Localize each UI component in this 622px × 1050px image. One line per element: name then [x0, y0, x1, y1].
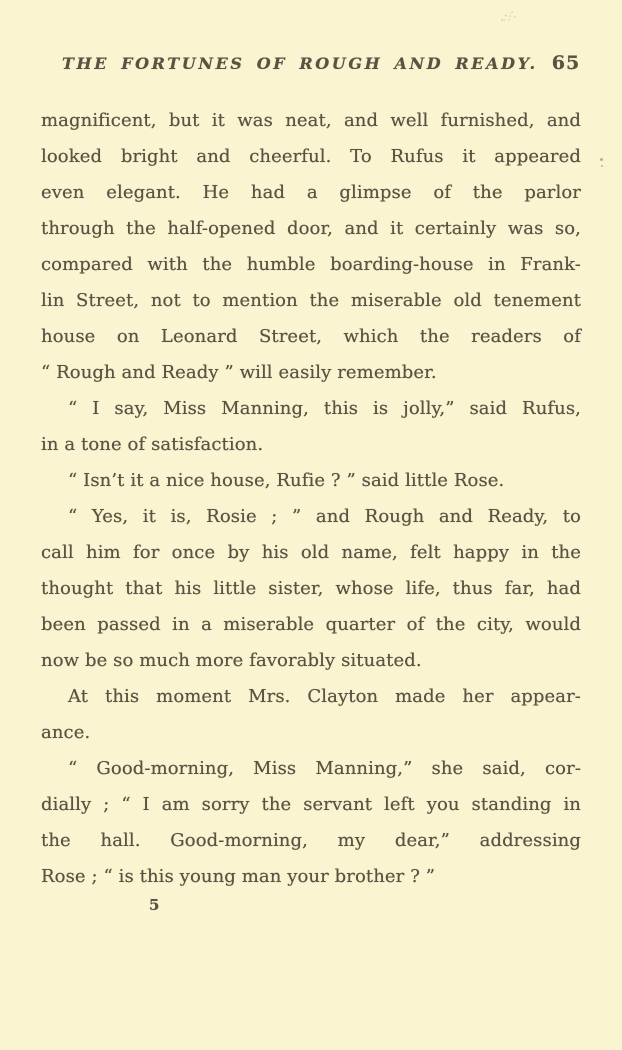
scan-speck	[600, 158, 603, 161]
text-line: even elegant. He had a glimpse of the parlor	[41, 182, 581, 203]
text-line: call him for once by his old name, felt happy in the	[41, 542, 581, 563]
text-line: “ Rough and Ready ” will easily remember.	[41, 362, 437, 383]
text-line: magnificent, but it was neat, and well furnished, and	[41, 110, 581, 131]
text-line: lin Street, not to mention the miserable old tenement	[41, 290, 581, 311]
text-line: “ Isn’t it a nice house, Rufie ? ” said little Rose.	[68, 470, 505, 491]
text-line: At this moment Mrs. Clayton made her appear-	[68, 686, 581, 707]
text-line: the hall. Good-morning, my dear,” addressing	[41, 830, 581, 851]
text-line: now be so much more favorably situated.	[41, 650, 422, 671]
running-header-title: THE FORTUNES OF ROUGH AND READY.	[62, 54, 538, 73]
text-line: Rose ; “ is this young man your brother ? ”	[41, 866, 436, 887]
page-number: 65	[551, 52, 581, 74]
text-line: compared with the humble boarding-house in Frank-	[41, 254, 581, 275]
text-line: thought that his little sister, whose life, thus far, had	[41, 578, 581, 599]
running-header	[62, 52, 581, 74]
text-line: “ Good-morning, Miss Manning,” she said, cor-	[68, 758, 581, 779]
page-text	[41, 103, 581, 895]
text-line: in a tone of satisfaction.	[41, 434, 264, 455]
text-line: “ Yes, it is, Rosie ; ” and Rough and Ready, to	[68, 506, 581, 527]
text-line: through the half-opened door, and it certainly was so,	[41, 218, 581, 239]
text-line: house on Leonard Street, which the readers of	[41, 326, 581, 347]
signature-mark: 5	[149, 896, 160, 914]
scan-smudge	[495, 9, 520, 29]
text-line: ance.	[41, 722, 91, 743]
text-line: looked bright and cheerful. To Rufus it appeared	[41, 146, 581, 167]
scan-speck	[601, 165, 603, 167]
text-line: “ I say, Miss Manning, this is jolly,” said Rufus,	[68, 398, 581, 419]
text-line: dially ; “ I am sorry the servant left you standing in	[41, 794, 581, 815]
text-line: been passed in a miserable quarter of the city, would	[41, 614, 581, 635]
